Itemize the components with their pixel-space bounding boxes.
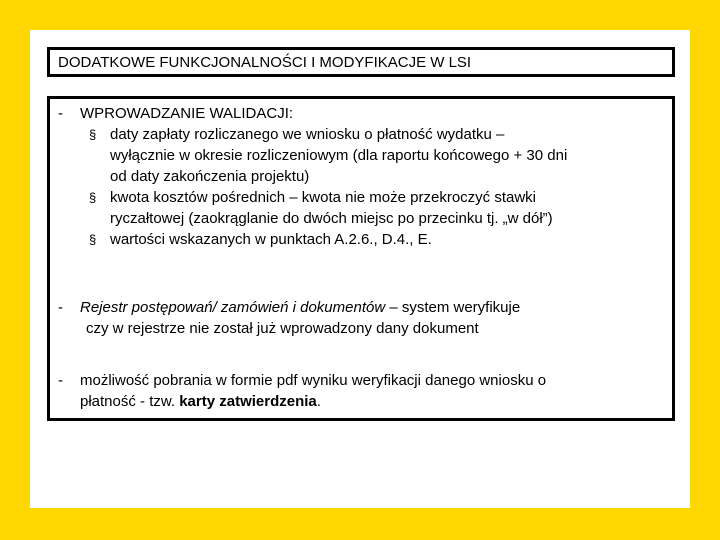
sub-item-line: kwota kosztów pośrednich – kwota nie może przekroczyć stawki bbox=[110, 189, 537, 206]
slide bbox=[30, 30, 690, 508]
pdf-line-1: możliwość pobrania w formie pdf wyniku weryfikacji danego wniosku o bbox=[80, 372, 547, 389]
register-rest: – system weryfikuje bbox=[385, 299, 521, 316]
sub-item-payment-date bbox=[58, 124, 664, 187]
sub-item-line: daty zapłaty rozliczanego we wniosku o płatność wydatku – bbox=[110, 126, 505, 143]
square-bullet-icon: § bbox=[89, 190, 97, 205]
register-italic: Rejestr postępowań/ zamówień i dokumentów bbox=[80, 299, 386, 316]
dash-bullet: - bbox=[58, 299, 63, 316]
dash-bullet: - bbox=[58, 105, 63, 122]
sub-item-indirect-costs bbox=[58, 187, 664, 229]
square-bullet-icon: § bbox=[89, 232, 97, 247]
dash-bullet: - bbox=[58, 372, 63, 389]
sub-item-values bbox=[58, 229, 664, 250]
register-line-2: czy w rejestrze nie został już wprowadzony dany dokument bbox=[86, 320, 479, 337]
pdf-bold-term: karty zatwierdzenia bbox=[179, 393, 317, 410]
list-item-validation bbox=[58, 103, 664, 250]
content-box bbox=[47, 96, 675, 421]
register-line bbox=[80, 297, 664, 318]
sub-item-line: ryczałtowej (zaokrąglanie do dwóch miejsc po przecinku tj. „w dół”) bbox=[110, 210, 553, 227]
pdf-line-2-suffix: . bbox=[316, 393, 321, 410]
list-item-pdf-download bbox=[58, 370, 664, 412]
list-item-register bbox=[58, 297, 664, 339]
sub-item-line: od daty zakończenia projektu) bbox=[110, 168, 310, 185]
validation-sublist bbox=[58, 124, 664, 250]
pdf-line-2-prefix: płatność - tzw. bbox=[80, 393, 180, 410]
sub-item-line: wyłącznie w okresie rozliczeniowym (dla raportu końcowego + 30 dni bbox=[110, 147, 568, 164]
validation-heading: WPROWADZANIE WALIDACJI: bbox=[80, 105, 294, 122]
pdf-line-2 bbox=[80, 391, 664, 412]
sub-item-line: wartości wskazanych w punktach A.2.6., D.4., E. bbox=[110, 231, 432, 248]
slide-title: DODATKOWE FUNKCJONALNOŚCI I MODYFIKACJE W LSI bbox=[47, 47, 675, 77]
square-bullet-icon: § bbox=[89, 127, 97, 142]
